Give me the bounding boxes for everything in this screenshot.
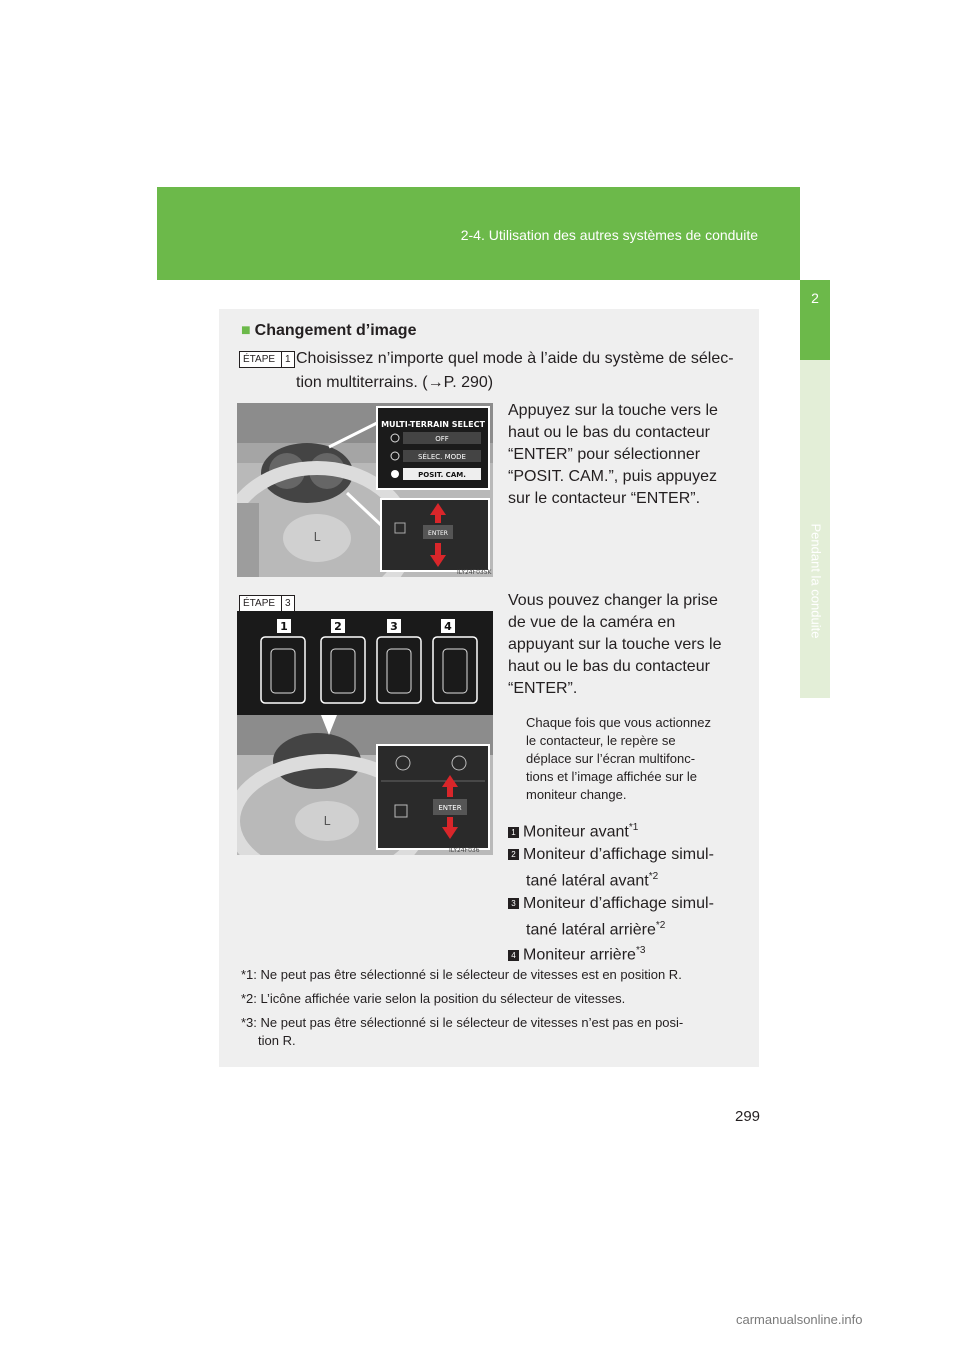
- monitor-item-1: 1 Moniteur avant$^{*1}$: [508, 817, 638, 843]
- chapter-title: 2-4. Utilisation des autres systèmes de conduite: [460, 227, 758, 243]
- footnote-1: *1: Ne peut pas être sélectionné si le sélecteur de vitesses est en position R.: [241, 967, 682, 982]
- footnote-3: *3: Ne peut pas être sélectionné si le sélecteur de vitesses n’est pas en posi-: [241, 1015, 684, 1030]
- monitor-item-2-cont: tané latéral avant$^{*2}$: [526, 871, 659, 890]
- section-title: ■ Changement d’image: [241, 322, 417, 339]
- camera-panel-4-number: 4: [444, 620, 452, 633]
- chapter-tab-label: Pendant la conduite: [808, 523, 824, 639]
- monitor-number-3: 3: [508, 898, 519, 909]
- dashboard-illustration-1: [237, 403, 493, 577]
- monitor-number-1: 1: [508, 827, 519, 838]
- header-band: [157, 187, 800, 280]
- dashboard-illustration-2: [237, 611, 493, 855]
- monitor-item-3: 3 Moniteur d’affichage simul-: [508, 893, 714, 915]
- camera-panel-1-number: 1: [280, 620, 288, 633]
- footnote-2: *2: L’icône affichée varie selon la position du sélecteur de vitesses.: [241, 991, 626, 1006]
- svg-text:L: L: [313, 530, 321, 544]
- menu-option-camera: POSIT. CAM.: [418, 471, 466, 479]
- figure-multiterrain-select: [237, 403, 493, 577]
- figure-code-2: ILY24F036: [449, 847, 480, 854]
- enter-switch-label-2: ENTER: [438, 804, 462, 812]
- chapter-tab-number: 2: [811, 290, 819, 306]
- step-1-line-1: Choisissez n’importe quel mode à l’aide du système de sélec-: [296, 350, 734, 367]
- monitor-item-4: 4 Moniteur arrière$^{*3}$: [508, 940, 645, 966]
- step-1-line-2: tion multiterrains. (→P. 290): [296, 374, 494, 391]
- svg-text:L: L: [323, 814, 331, 828]
- figure-camera-view-select: [237, 611, 493, 855]
- footnote-3-cont: tion R.: [258, 1033, 296, 1048]
- menu-option-off: OFF: [435, 435, 449, 443]
- step-2-text: Appuyez sur la touche vers le haut ou le bas du contacteur “ENTER” pour sélectionner “POSIT. CAM.”, puis appuyez sur le contacteur “ENTER”.: [508, 402, 718, 507]
- section-marker: ■: [241, 322, 251, 339]
- step-3-badge: ÉTAPE 3: [239, 595, 295, 612]
- step-1-badge: ÉTAPE 1: [239, 351, 295, 368]
- monitor-item-3-cont: tané latéral arrière$^{*2}$: [526, 920, 666, 939]
- camera-panel-3-number: 3: [390, 620, 398, 633]
- enter-switch-label: ENTER: [428, 530, 448, 537]
- monitor-number-2: 2: [508, 849, 519, 860]
- step-3-note: Chaque fois que vous actionnez le contacteur, le repère se déplace sur l’écran multifonc- tions et l’image affichée sur le moniteur change.: [526, 715, 712, 802]
- step-3-text: Vous pouvez changer la prise de vue de la caméra en appuyant sur la touche vers le haut ou le bas du contacteur “ENTER”.: [508, 592, 722, 697]
- watermark: carmanualsonline.info: [736, 1312, 863, 1327]
- menu-option-mode: SÉLEC. MODE: [418, 453, 466, 461]
- camera-panel-2-number: 2: [334, 620, 342, 633]
- page-number: 299: [735, 1108, 761, 1125]
- monitor-number-4: 4: [508, 950, 519, 961]
- monitor-item-2: 2 Moniteur d’affichage simul-: [508, 844, 714, 866]
- figure-code: ILY24F035K: [457, 569, 492, 576]
- menu-title: MULTI-TERRAIN SELECT: [381, 420, 485, 429]
